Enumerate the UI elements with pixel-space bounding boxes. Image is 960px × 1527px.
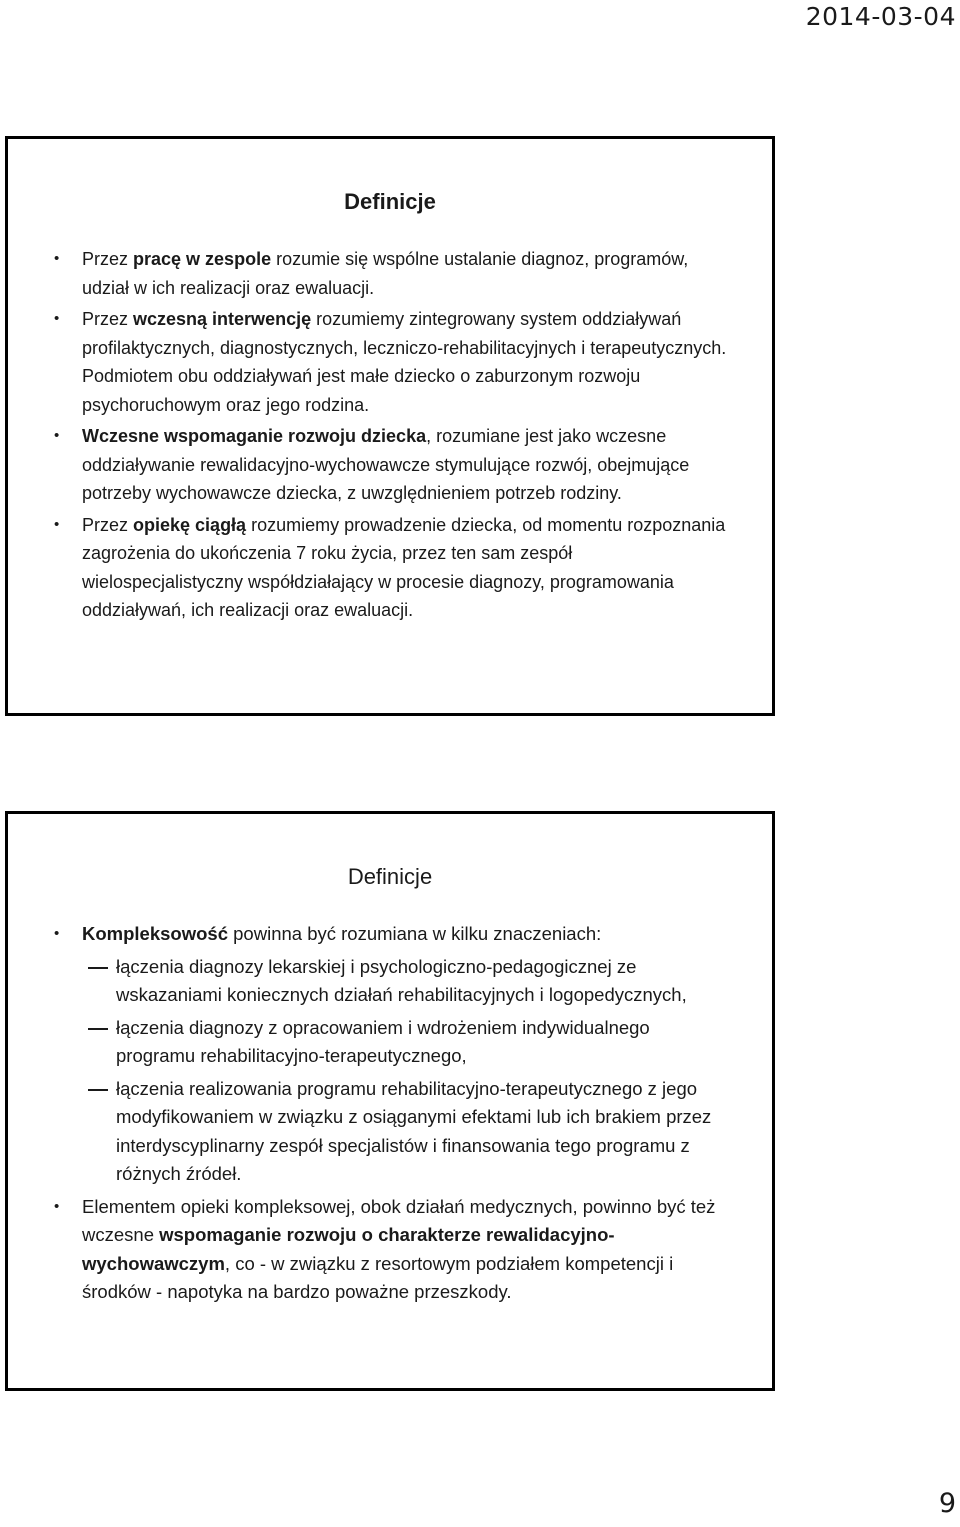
bullet-icon: • — [54, 250, 60, 267]
bullet-list — [44, 920, 732, 1311]
dash-icon — [88, 1089, 108, 1091]
sub-list-item: łączenia realizowania programu rehabilitacyjno-terapeutycznego z jego modyfikowaniem w związku z osiąganymi efektami lub ich brakiem przez interdyscyplinarny zespół specjalistów i finansowania tego programu z różnych źródeł. — [44, 1075, 732, 1189]
date-header: 2014-03-04 — [805, 2, 956, 31]
bullet-icon: • — [54, 1197, 60, 1215]
dash-icon — [88, 1028, 108, 1030]
slide-definitions-1 — [5, 136, 775, 716]
bullet-icon: • — [54, 515, 60, 533]
sub-list-item: łączenia diagnozy z opracowaniem i wdrożeniem indywidualnego programu rehabilitacyjno-terapeutycznego, — [44, 1014, 732, 1071]
list-item: • Przez opiekę ciągłą rozumiemy prowadzenie dziecka, od momentu rozpoznania zagrożenia do ukończenia 7 roku życia, przez ten sam zespół wielospecjalistyczny współdziałający w procesie diagnozy, programowania oddziaływań, ich realizacji oraz ewaluacji. — [44, 511, 732, 625]
slide-title: Definicje — [347, 864, 433, 889]
list-item: • Kompleksowość powinna być rozumiana w kilku znaczeniach: — [44, 920, 732, 949]
bullet-list — [44, 245, 732, 628]
bullet-icon: • — [54, 427, 60, 444]
list-item: • Przez wczesną interwencję rozumiemy zintegrowany system oddziaływań profilaktycznych, diagnostycznych, leczniczo-rehabilitacyjnych i terapeutycznych. Podmiotem obu oddziaływań jest małe dziecko o zaburzonym rozwoju psychoruchowym oraz jego rodzina. — [44, 305, 732, 419]
bullet-icon: • — [54, 310, 60, 327]
bullet-icon: • — [54, 925, 60, 942]
page-number: 9 — [938, 1488, 956, 1519]
dash-icon — [88, 967, 108, 969]
list-item: • Przez pracę w zespole rozumie się wspólne ustalanie diagnoz, programów, udział w ich realizacji oraz ewaluacji. — [44, 245, 732, 302]
list-item: • Elementem opieki kompleksowej, obok działań medycznych, powinno być też wczesne wspomaganie rozwoju o charakterze rewalidacyjno-wychowawczym, co - w związku z resortowym podziałem kompetencji i środków - napotyka na bardzo poważne przeszkody. — [44, 1193, 732, 1307]
slide-title: Definicje — [344, 189, 436, 214]
sub-list-item: łączenia diagnozy lekarskiej i psychologiczno-pedagogicznej ze wskazaniami koniecznych działań rehabilitacyjnych i logopedycznych, — [44, 953, 732, 1010]
list-item: • Wczesne wspomaganie rozwoju dziecka, rozumiane jest jako wczesne oddziaływanie rewalidacyjno-wychowawcze stymulujące rozwój, obejmujące potrzeby wychowawcze dziecka, z uwzględnieniem potrzeb rodziny. — [44, 422, 732, 508]
slide-definitions-2 — [5, 811, 775, 1391]
